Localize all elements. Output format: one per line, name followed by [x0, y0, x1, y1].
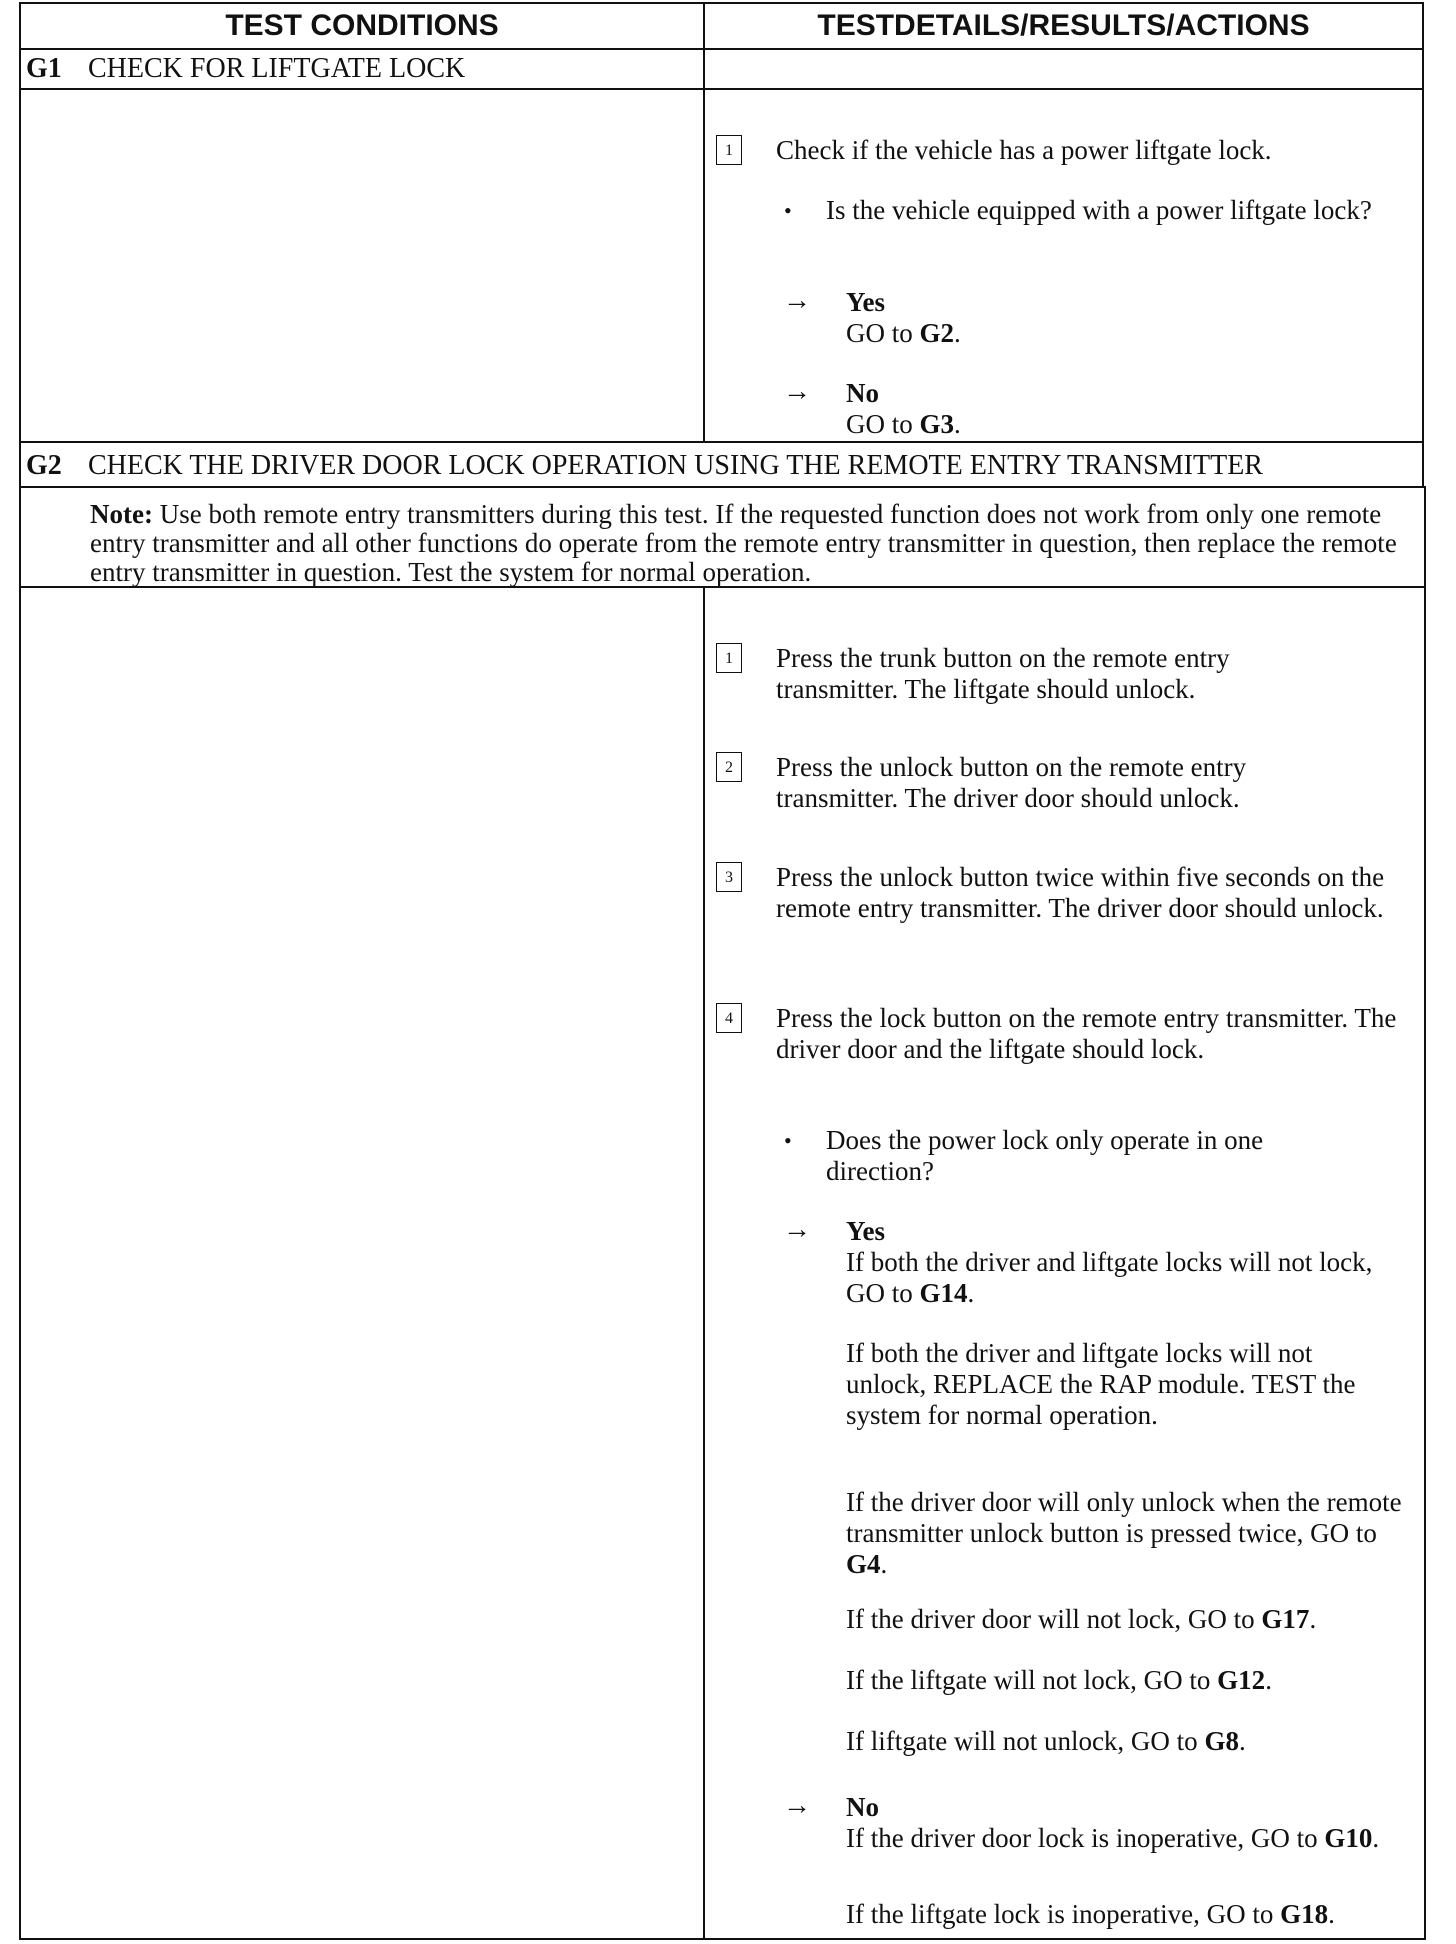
g2-no-item: If the liftgate lock is inoperative, GO to G18.	[846, 1899, 1335, 1929]
g2-yes-item: If the liftgate will not lock, GO to G12.	[846, 1665, 1272, 1695]
g2-no-label: No	[846, 1792, 879, 1822]
table-border-top	[19, 2, 1424, 4]
table-border-right-upper	[1422, 2, 1424, 488]
g2-yes-item: If liftgate will not unlock, GO to G8.	[846, 1726, 1246, 1756]
table-border-right-lower	[1424, 488, 1426, 1940]
g1-no: No GO to G3.	[846, 378, 961, 439]
g2-id: G2	[26, 450, 62, 481]
header-rule	[19, 48, 1424, 50]
g2-note	[90, 500, 1420, 587]
g2-yes-item: If the driver door will not lock, GO to G17.	[846, 1604, 1317, 1634]
g1-step1-text: Check if the vehicle has a power liftgate lock.	[776, 135, 1272, 165]
g1-yes-target: G2	[919, 318, 955, 348]
g2-step1-text: Press the trunk button on the remote entry transmitter. The liftgate should unlock.	[776, 643, 1230, 704]
g2-step4-number: 4	[716, 1003, 742, 1033]
g2-note-label: Note:	[90, 499, 153, 529]
g2-question: Does the power lock only operate in one direction?	[826, 1125, 1264, 1186]
g2-title: CHECK THE DRIVER DOOR LOCK OPERATION USING THE REMOTE ENTRY TRANSMITTER	[88, 450, 1263, 481]
table-border-left	[19, 2, 21, 1940]
g2-step3-number: 3	[716, 862, 742, 892]
g1-section-title	[26, 53, 465, 85]
bullet-icon: •	[784, 198, 792, 223]
g2-step3-text: Press the unlock button twice within five seconds on the remote entry transmitter. The driver door should unlock.	[776, 862, 1385, 923]
g1-step1-number: 1	[716, 135, 742, 165]
g2-yes-item: If both the driver and liftgate locks will not lock, GO to G14.	[846, 1247, 1373, 1308]
g1-title: CHECK FOR LIFTGATE LOCK	[88, 53, 466, 84]
g2-top-rule	[19, 441, 1424, 443]
g2-yes-label: Yes	[846, 1216, 885, 1246]
g1-yes: Yes GO to G2.	[846, 287, 961, 348]
arrow-right-icon: →	[783, 376, 811, 407]
header-test-details: TESTDETAILS/RESULTS/ACTIONS	[817, 9, 1310, 42]
g2-section-title	[26, 450, 1263, 482]
g1-no-label: No	[846, 378, 879, 408]
g2-note-text: Use both remote entry transmitters during this test. If the requested function does not work from only one remote entry transmitter and all other functions do operate from the remote entry transmitter in question, then replace the remote entry transmitter in question. Test the system for normal operation.	[90, 499, 1397, 587]
g2-step2-text: Press the unlock button on the remote entry transmitter. The driver door should unlock.	[776, 752, 1247, 813]
g2-yes-item: If the driver door will only unlock when the remote transmitter unlock button is pressed twice, GO to G4.	[846, 1487, 1402, 1579]
arrow-right-icon: →	[783, 285, 811, 316]
arrow-right-icon: →	[783, 1214, 811, 1245]
g2-step1-number: 1	[716, 643, 742, 673]
g2-step2-number: 2	[716, 752, 742, 782]
g1-question: Is the vehicle equipped with a power liftgate lock?	[826, 195, 1372, 225]
arrow-right-icon: →	[783, 1790, 811, 1821]
bullet-icon: •	[784, 1128, 792, 1153]
column-divider-3	[703, 588, 705, 1938]
g2-no-item: If the driver door lock is inoperative, GO to G10.	[846, 1823, 1380, 1853]
g1-no-go: GO to	[846, 409, 920, 439]
g1-yes-label: Yes	[846, 287, 885, 317]
column-divider-2	[703, 90, 705, 441]
g1-no-target: G3	[919, 409, 955, 439]
header-test-conditions: TEST CONDITIONS	[225, 9, 499, 42]
g2-yes-item: If both the driver and liftgate locks will not unlock, REPLACE the RAP module. TEST the system for normal operation.	[846, 1338, 1356, 1430]
g1-id: G1	[26, 53, 62, 84]
g1-title-rule	[19, 88, 1424, 90]
g2-title-rule	[19, 486, 1426, 488]
g2-step4-text: Press the lock button on the remote entry transmitter. The driver door and the liftgate should lock.	[776, 1003, 1397, 1064]
g1-yes-go: GO to	[846, 318, 920, 348]
table-border-bottom	[19, 1938, 1426, 1940]
